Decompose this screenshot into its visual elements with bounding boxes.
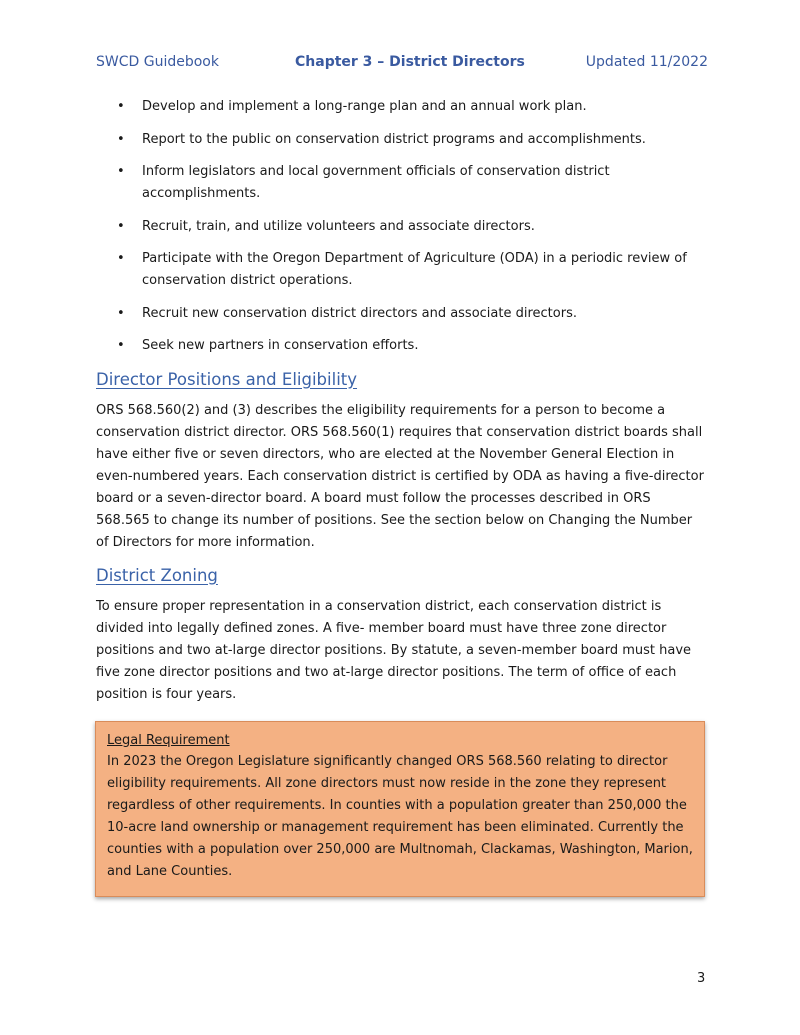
section-body-district-zoning: To ensure proper representation in a conservation district, each conservation district is divided into legally defined zones. A five- member board must have three zone director positions and two at-large director positions. By statute, a seven-member board must have five zone director positions and two at-large director positions. The term of office of each position is four years. [96, 598, 692, 702]
list-item [96, 129, 708, 151]
bullet-icon: • [117, 164, 125, 179]
section-heading-district-zoning[interactable]: District Zoning [96, 565, 218, 585]
list-item-text: Inform legislators and local government officials of conservation district accomplishments. [142, 164, 610, 201]
section-heading-director-positions[interactable]: Director Positions and Eligibility [96, 369, 358, 389]
bullet-icon: • [117, 218, 125, 234]
list-item [96, 248, 708, 292]
bullet-icon: • [117, 131, 125, 147]
header-guidebook-title: SWCD Guidebook [96, 54, 219, 70]
list-item-text: Recruit, train, and utilize volunteers and associate directors. [142, 218, 535, 234]
legal-requirement-callout [95, 721, 705, 897]
list-item [96, 335, 708, 357]
callout-body: In 2023 the Oregon Legislature significantly changed ORS 568.560 relating to director eligibility requirements. All zone directors must now reside in the zone they represent regardless of other requirements. In counties with a population greater than 250,000 the 10-acre land ownership or management requirement has been eliminated. Currently the counties with a population over 250,000 are Multnomah, Clackamas, Washington, Marion, and Lane Counties. [107, 754, 693, 879]
list-item-text: Report to the public on conservation district programs and accomplishments. [142, 131, 646, 147]
list-item-text: Recruit new conservation district directors and associate directors. [142, 305, 577, 321]
list-item [96, 161, 708, 205]
responsibilities-list [96, 96, 708, 357]
bullet-icon: • [117, 305, 125, 321]
bullet-icon: • [117, 251, 125, 266]
document-body [96, 96, 708, 716]
page-header [96, 54, 708, 74]
section-body-director-positions: ORS 568.560(2) and (3) describes the eligibility requirements for a person to become a conservation district director. ORS 568.560(1) requires that conservation district boards shall have either five or seven directors, who are elected at the November General Election in even-numbered years. Each conservation district is certified by ODA as having a five-director board or a seven-director board. A board must follow the processes described in ORS 568.565 to change its number of positions. See the section below on Changing the Number of Directors for more information. [96, 402, 704, 550]
bullet-icon: • [117, 338, 125, 353]
header-chapter-title: Chapter 3 – District Directors [295, 54, 525, 70]
bullet-icon: • [117, 99, 125, 114]
list-item [96, 303, 708, 325]
list-item [96, 216, 708, 238]
page-number: 3 [697, 971, 706, 986]
header-updated-date: Updated 11/2022 [585, 54, 708, 70]
callout-title: Legal Requirement [107, 733, 230, 748]
list-item-text: Participate with the Oregon Department of Agriculture (ODA) in a periodic review of conservation district operations. [142, 251, 687, 288]
list-item-text: Develop and implement a long-range plan and an annual work plan. [142, 99, 587, 114]
list-item-text: Seek new partners in conservation efforts. [142, 338, 419, 353]
list-item [96, 96, 708, 118]
